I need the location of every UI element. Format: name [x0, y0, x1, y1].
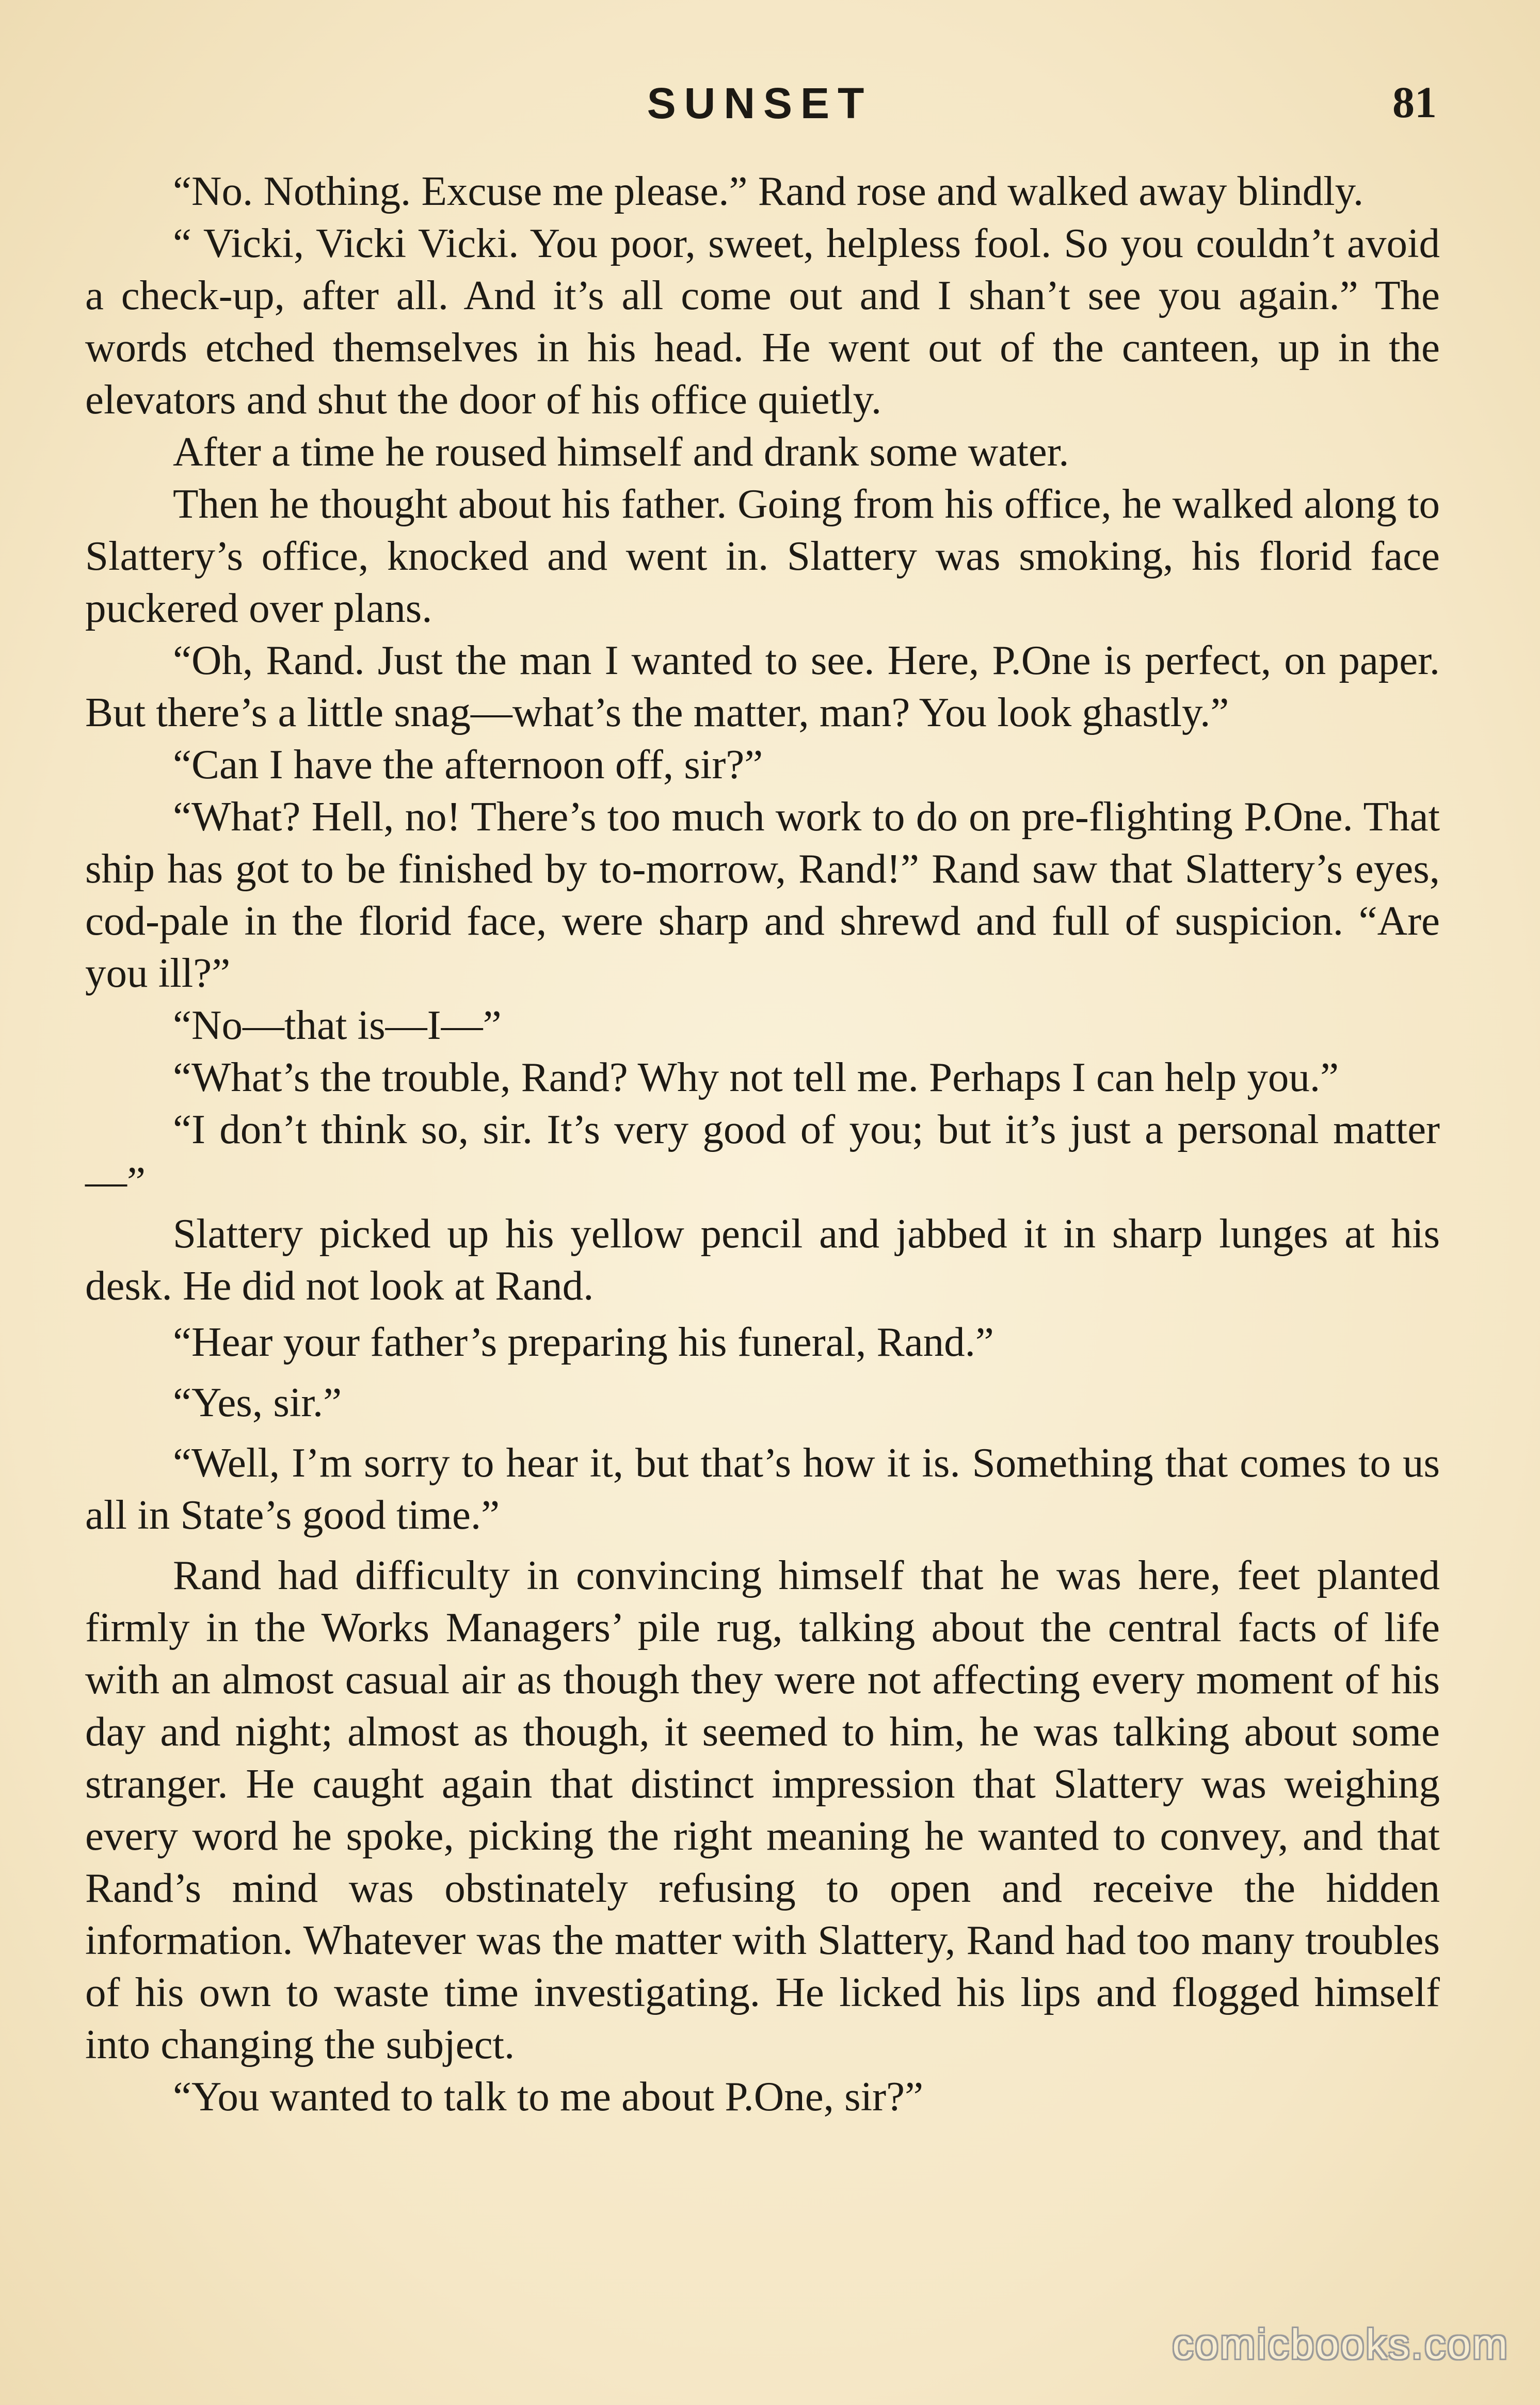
paragraph: “You wanted to talk to me about P.One, sir?” — [173, 2073, 924, 2120]
paragraph: “What? Hell, no! There’s too much work to do on pre-flighting P.One. That ship has got to be finished by to-morrow, Rand!” Rand saw that Slattery’s eyes, cod-pale in the florid face, were sharp and shrewd and full of suspicion. “Are you ill?” — [85, 793, 1440, 996]
paragraph: “Hear your father’s preparing his funeral, Rand.” — [173, 1319, 994, 1365]
paragraph: “ Vicki, Vicki Vicki. You poor, sweet, helpless fool. So you couldn’t avoid a check-up, after all. And it’s all come out and I shan’t see you again.” The words etched themselves in his head. He went out of the canteen, up in the elevators and shut the door of his office quietly. — [85, 220, 1440, 423]
paragraph: Slattery picked up his yellow pencil and jabbed it in sharp lunges at his desk. He did not look at Rand. — [85, 1210, 1440, 1309]
paragraph: “Oh, Rand. Just the man I wanted to see. Here, P.One is perfect, on paper. But there’s a little snag—what’s the matter, man? You look ghastly.” — [85, 637, 1440, 735]
paragraph: “Can I have the afternoon off, sir?” — [173, 741, 763, 788]
paragraph: “Well, I’m sorry to hear it, but that’s how it is. Something that comes to us all in State’s good time.” — [85, 1439, 1440, 1538]
watermark: comicbooks.com — [1172, 2321, 1509, 2368]
book-title: SUNSET — [647, 79, 873, 127]
page-number: 81 — [1392, 77, 1437, 127]
paragraph: “Yes, sir.” — [173, 1379, 342, 1425]
body-text — [85, 165, 1440, 2123]
paragraph: “No—that is—I—” — [173, 1002, 502, 1048]
paragraph: Rand had difficulty in convincing himself that he was here, feet planted firmly in the Works Managers’ pile rug, talking about the central facts of life with an almost casual air as though they were not affecting every moment of his day and night; almost as though, it seemed to him, he was talking about some stranger. He caught again that distinct impression that Slattery was weighing every word he spoke, picking the right meaning he wanted to convey, and that Rand’s mind was obstinately refusing to open and receive the hidden information. Whatever was the matter with Slattery, Rand had too many troubles of his own to waste time investigating. He licked his lips and flogged himself into changing the subject. — [85, 1552, 1440, 2067]
paragraph: “What’s the trouble, Rand? Why not tell me. Perhaps I can help you.” — [173, 1054, 1339, 1100]
paragraph: Then he thought about his father. Going from his office, he walked along to Slattery’s office, knocked and went in. Slattery was smoking, his florid face puckered over plans. — [85, 480, 1440, 631]
paragraph: “No. Nothing. Excuse me please.” Rand rose and walked away blindly. — [173, 168, 1364, 214]
paragraph: After a time he roused himself and drank some water. — [173, 428, 1069, 475]
paragraph: “I don’t think so, sir. It’s very good of you; but it’s just a personal matter —” — [85, 1106, 1440, 1205]
running-head — [83, 72, 1437, 129]
